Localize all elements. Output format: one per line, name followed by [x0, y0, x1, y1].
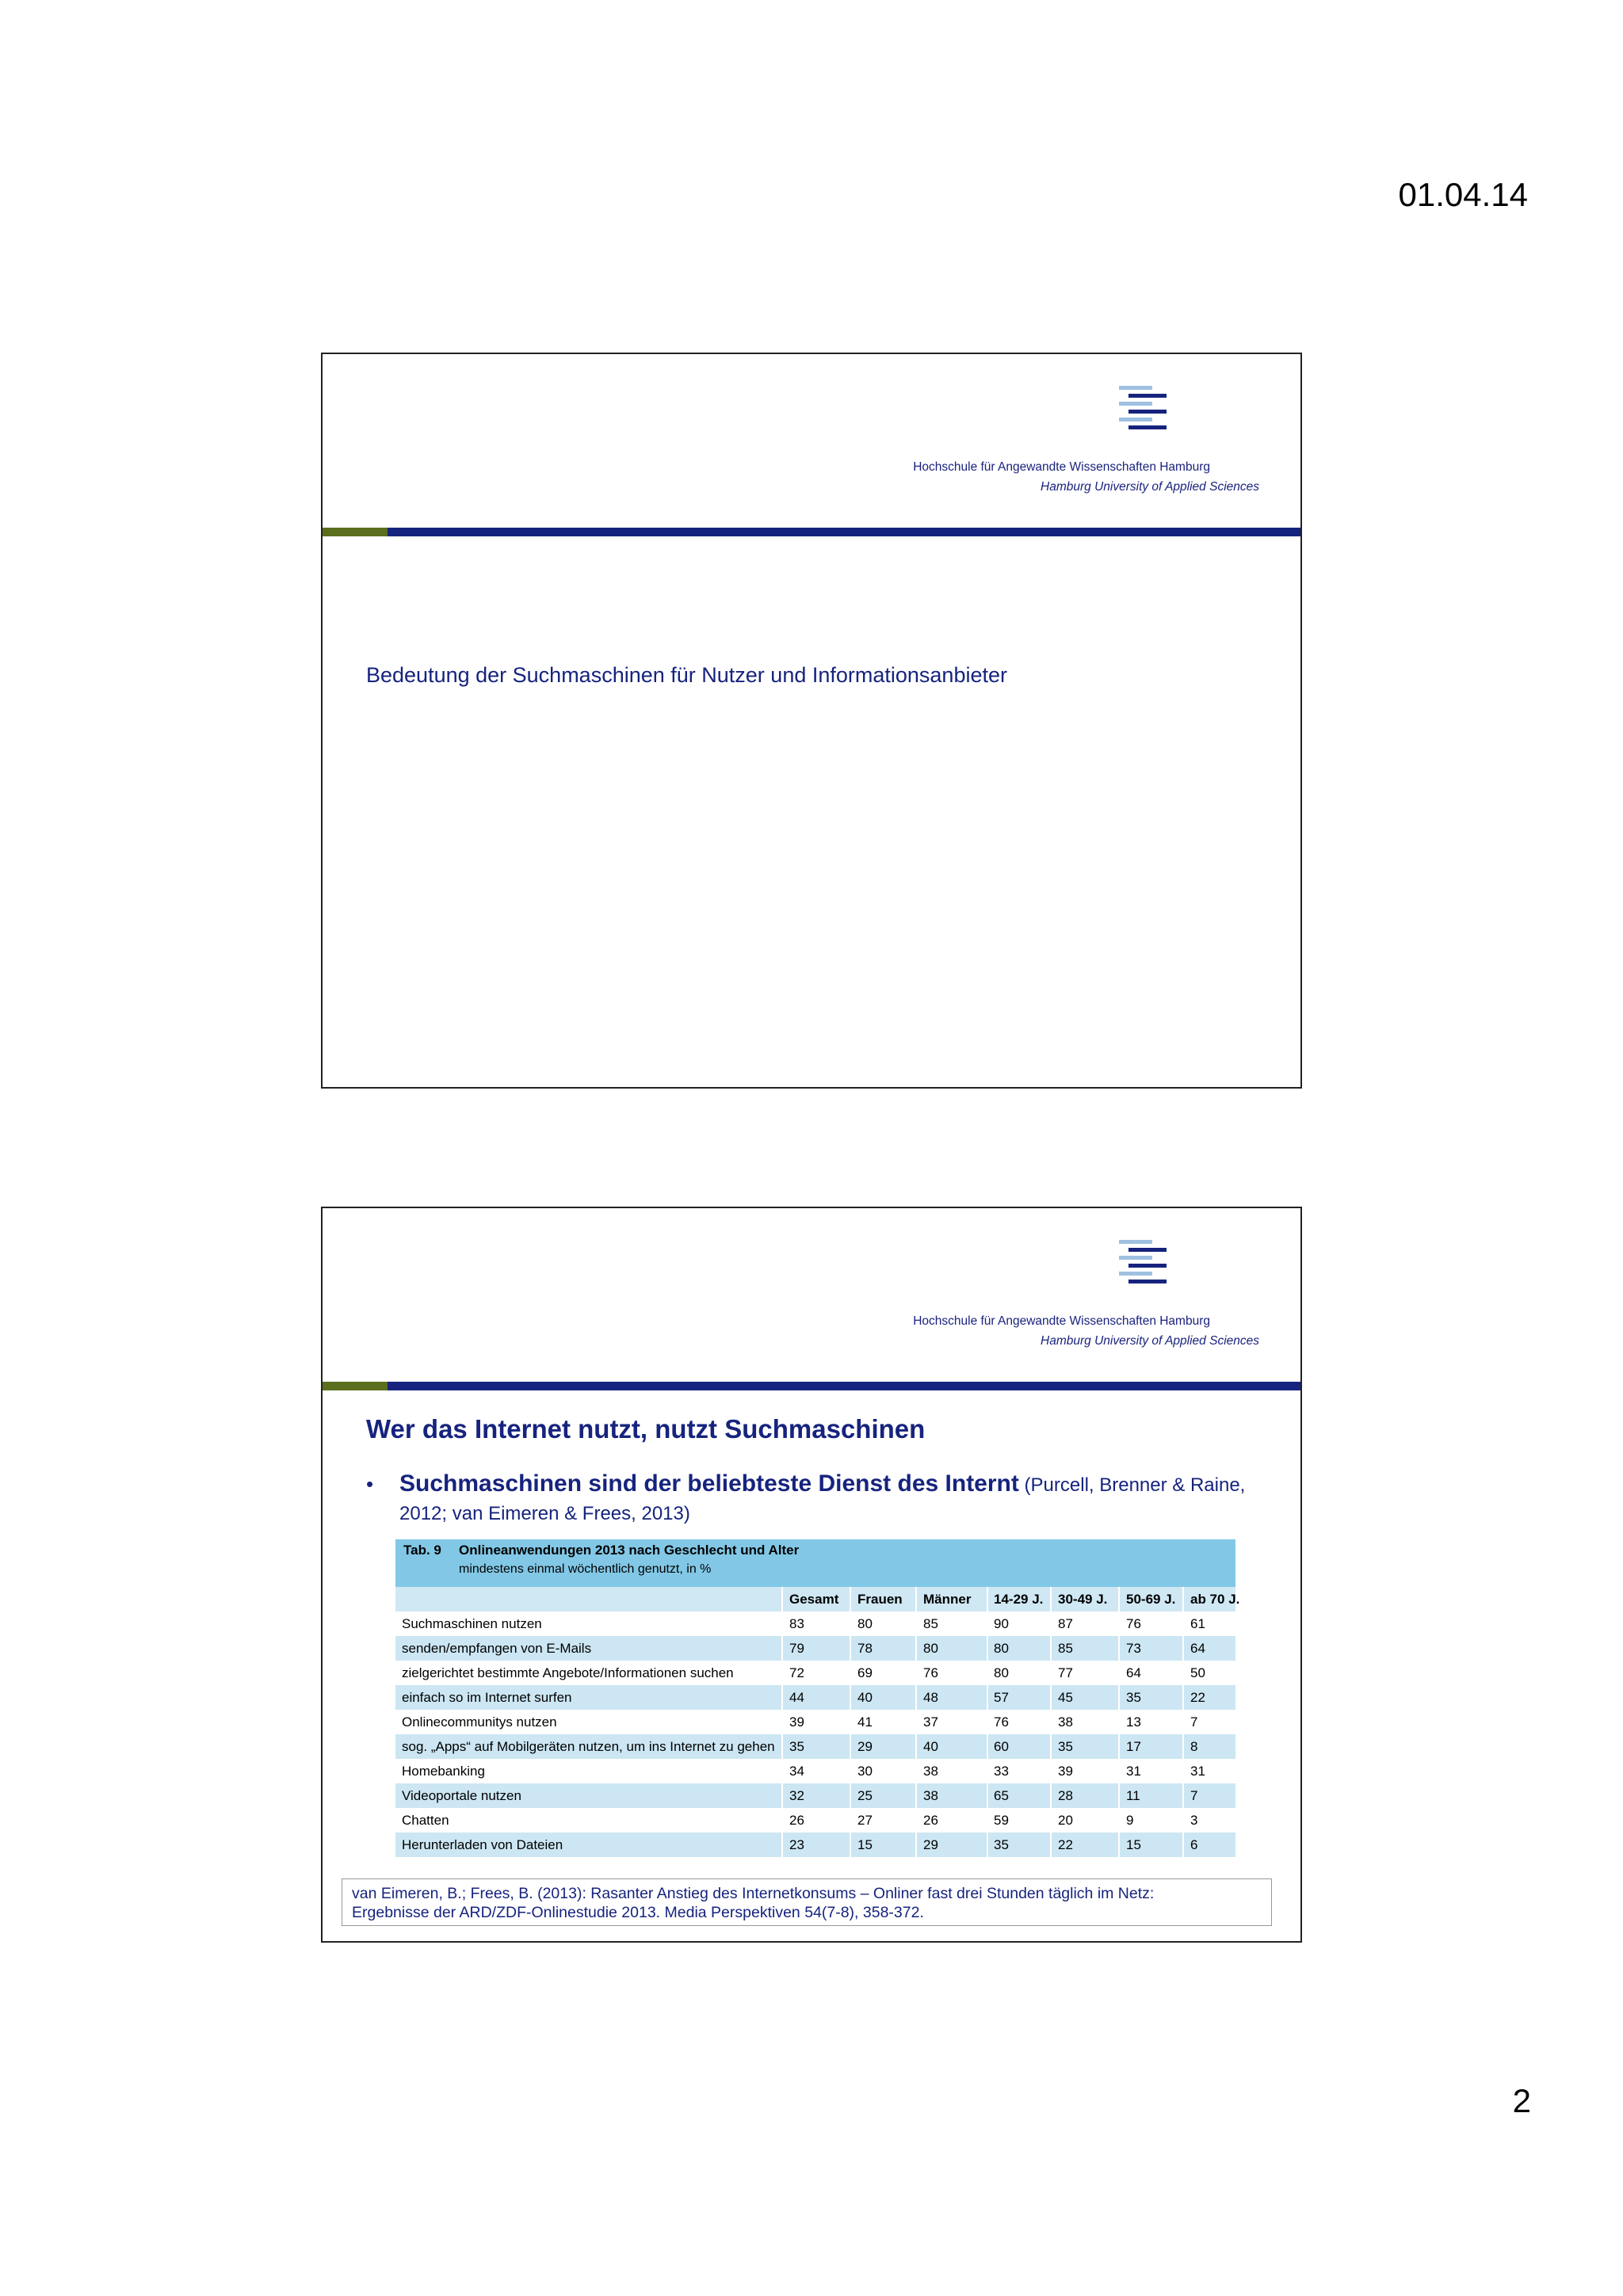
slide-2-title: Wer das Internet nutzt, nutzt Suchmaschinen — [366, 1414, 926, 1444]
table-cell: 29 — [923, 1837, 938, 1852]
table-cell: 11 — [1126, 1788, 1140, 1803]
table-cell: 32 — [789, 1788, 804, 1803]
table-cell: 61 — [1190, 1616, 1205, 1631]
table-cell: 28 — [1058, 1788, 1073, 1803]
table-cell: 38 — [923, 1788, 938, 1803]
table-cell: 35 — [789, 1739, 804, 1754]
table-row — [395, 1759, 1235, 1783]
table-cell: 38 — [1058, 1714, 1073, 1730]
table-label: Tab. 9 — [403, 1543, 441, 1558]
reference-box — [342, 1878, 1272, 1926]
column-divider — [1118, 1587, 1120, 1896]
slide-1 — [321, 353, 1302, 1089]
slide-1-text: Bedeutung der Suchmaschinen für Nutzer und Informationsanbieter — [366, 663, 1007, 687]
table-cell: 64 — [1190, 1641, 1205, 1656]
table-cell: 9 — [1126, 1813, 1134, 1828]
table-cell: 35 — [1126, 1690, 1141, 1705]
table-cell: 80 — [994, 1665, 1009, 1680]
table-cell: 76 — [923, 1665, 938, 1680]
table-cell: 3 — [1190, 1813, 1198, 1828]
table-cell: 80 — [994, 1641, 1009, 1656]
table-row — [395, 1685, 1235, 1710]
reference-line-1: van Eimeren, B.; Frees, B. (2013): Rasanter Anstieg des Internetkonsums – Onliner fast drei Stunden täglich im Netz: — [352, 1885, 1155, 1902]
reference-line-2: Ergebnisse der ARD/ZDF-Onlinestudie 2013. Media Perspektiven 54(7-8), 358-372. — [352, 1904, 924, 1921]
institution-name-de: Hochschule für Angewandte Wissenschaften Hamburg — [913, 1314, 1210, 1328]
table-cell: 65 — [994, 1788, 1009, 1803]
table-cell: 64 — [1126, 1665, 1141, 1680]
table-row — [395, 1734, 1235, 1759]
row-label: Suchmaschinen nutzen — [402, 1616, 542, 1631]
table-cell: 39 — [789, 1714, 804, 1730]
institution-name-en: Hamburg University of Applied Sciences — [1041, 1334, 1259, 1348]
table-cell: 31 — [1190, 1764, 1205, 1779]
column-divider — [915, 1587, 917, 1896]
table-cell: 34 — [789, 1764, 804, 1779]
accent-bar-blue — [388, 1382, 1300, 1390]
haw-logo-icon — [1119, 386, 1174, 435]
table-cell: 44 — [789, 1690, 804, 1705]
accent-bar-green — [323, 1382, 388, 1390]
table-cell: 26 — [923, 1813, 938, 1828]
row-label: Homebanking — [402, 1764, 485, 1779]
table-title: Onlineanwendungen 2013 nach Geschlecht und Alter — [459, 1543, 800, 1558]
table-cell: 30 — [857, 1764, 873, 1779]
row-label: Videoportale nutzen — [402, 1788, 521, 1803]
table-cell: 26 — [789, 1813, 804, 1828]
table-row — [395, 1833, 1235, 1857]
column-divider — [850, 1587, 851, 1896]
column-header: 50-69 J. — [1126, 1592, 1176, 1607]
table-cell: 6 — [1190, 1837, 1198, 1852]
table-cell: 87 — [1058, 1616, 1073, 1631]
table-cell: 35 — [994, 1837, 1009, 1852]
table-cell: 15 — [857, 1837, 873, 1852]
table-cell: 22 — [1058, 1837, 1073, 1852]
table-cell: 20 — [1058, 1813, 1073, 1828]
table-cell: 33 — [994, 1764, 1009, 1779]
table-cell: 73 — [1126, 1641, 1141, 1656]
table-cell: 39 — [1058, 1764, 1073, 1779]
table-row — [395, 1783, 1235, 1808]
table-cell: 76 — [1126, 1616, 1141, 1631]
bullet-bold-text: Suchmaschinen sind der beliebteste Dienst des Internt — [399, 1470, 1019, 1497]
table-cell: 83 — [789, 1616, 804, 1631]
table-cell: 85 — [1058, 1641, 1073, 1656]
table-cell: 15 — [1126, 1837, 1141, 1852]
column-divider — [1050, 1587, 1052, 1896]
table-cell: 40 — [857, 1690, 873, 1705]
bullet-citation: (Purcell, Brenner & Raine, 2012; van Eimeren & Frees, 2013) — [399, 1474, 1246, 1524]
bullet-marker: • — [366, 1472, 374, 1496]
column-header: 14-29 J. — [994, 1592, 1044, 1607]
column-header: Männer — [923, 1592, 972, 1607]
table-cell: 77 — [1058, 1665, 1073, 1680]
table-cell: 17 — [1126, 1739, 1141, 1754]
column-header: ab 70 J. — [1190, 1592, 1240, 1607]
table-cell: 80 — [857, 1616, 873, 1631]
table-cell: 27 — [857, 1813, 873, 1828]
table-cell: 76 — [994, 1714, 1009, 1730]
haw-logo-icon — [1119, 1240, 1174, 1289]
table-cell: 60 — [994, 1739, 1009, 1754]
column-header: Frauen — [857, 1592, 903, 1607]
slide-2 — [321, 1207, 1302, 1943]
column-header: Gesamt — [789, 1592, 839, 1607]
page-number: 2 — [1512, 2082, 1531, 2119]
table-cell: 80 — [923, 1641, 938, 1656]
column-divider — [1182, 1587, 1184, 1896]
row-label: zielgerichtet bestimmte Angebote/Informationen suchen — [402, 1665, 734, 1680]
row-label: einfach so im Internet surfen — [402, 1690, 572, 1705]
column-header: 30-49 J. — [1058, 1592, 1108, 1607]
table-cell: 41 — [857, 1714, 873, 1730]
accent-bar-blue — [388, 528, 1300, 536]
table-cell: 40 — [923, 1739, 938, 1754]
bullet-point — [366, 1470, 1246, 1528]
table-subtitle: mindestens einmal wöchentlich genutzt, in % — [459, 1562, 712, 1576]
table-cell: 79 — [789, 1641, 804, 1656]
column-divider — [987, 1587, 988, 1896]
table-cell: 7 — [1190, 1714, 1198, 1730]
table-header-row — [395, 1587, 1240, 1611]
table-cell: 8 — [1190, 1739, 1198, 1754]
table-cell: 90 — [994, 1616, 1009, 1631]
table-cell: 59 — [994, 1813, 1009, 1828]
table-cell: 48 — [923, 1690, 938, 1705]
row-label: Chatten — [402, 1813, 449, 1828]
table-cell: 85 — [923, 1616, 938, 1631]
table-cell: 31 — [1126, 1764, 1141, 1779]
table-cell: 50 — [1190, 1665, 1205, 1680]
table-cell: 35 — [1058, 1739, 1073, 1754]
table-row — [395, 1710, 1235, 1734]
table-cell: 23 — [789, 1837, 804, 1852]
table-cell: 69 — [857, 1665, 873, 1680]
table-cell: 13 — [1126, 1714, 1141, 1730]
table-cell: 37 — [923, 1714, 938, 1730]
table-cell: 25 — [857, 1788, 873, 1803]
table-cell: 45 — [1058, 1690, 1073, 1705]
table-row — [395, 1808, 1235, 1833]
table-cell: 57 — [994, 1690, 1009, 1705]
table-cell: 22 — [1190, 1690, 1205, 1705]
table-cell: 7 — [1190, 1788, 1198, 1803]
institution-name-de: Hochschule für Angewandte Wissenschaften Hamburg — [913, 460, 1210, 474]
table-row — [395, 1611, 1235, 1636]
table-row — [395, 1636, 1235, 1661]
table-cell: 78 — [857, 1641, 873, 1656]
table-row — [395, 1661, 1235, 1685]
table-cell: 72 — [789, 1665, 804, 1680]
row-label: Herunterladen von Dateien — [402, 1837, 563, 1852]
handout-date: 01.04.14 — [1398, 176, 1528, 213]
table-cell: 29 — [857, 1739, 873, 1754]
accent-bar-green — [323, 528, 388, 536]
table-cell: 38 — [923, 1764, 938, 1779]
row-label: Onlinecommunitys nutzen — [402, 1714, 557, 1730]
column-divider — [781, 1587, 783, 1896]
institution-name-en: Hamburg University of Applied Sciences — [1041, 480, 1259, 494]
row-label: senden/empfangen von E-Mails — [402, 1641, 592, 1656]
row-label: sog. „Apps“ auf Mobilgeräten nutzen, um ins Internet zu gehen — [402, 1739, 775, 1754]
